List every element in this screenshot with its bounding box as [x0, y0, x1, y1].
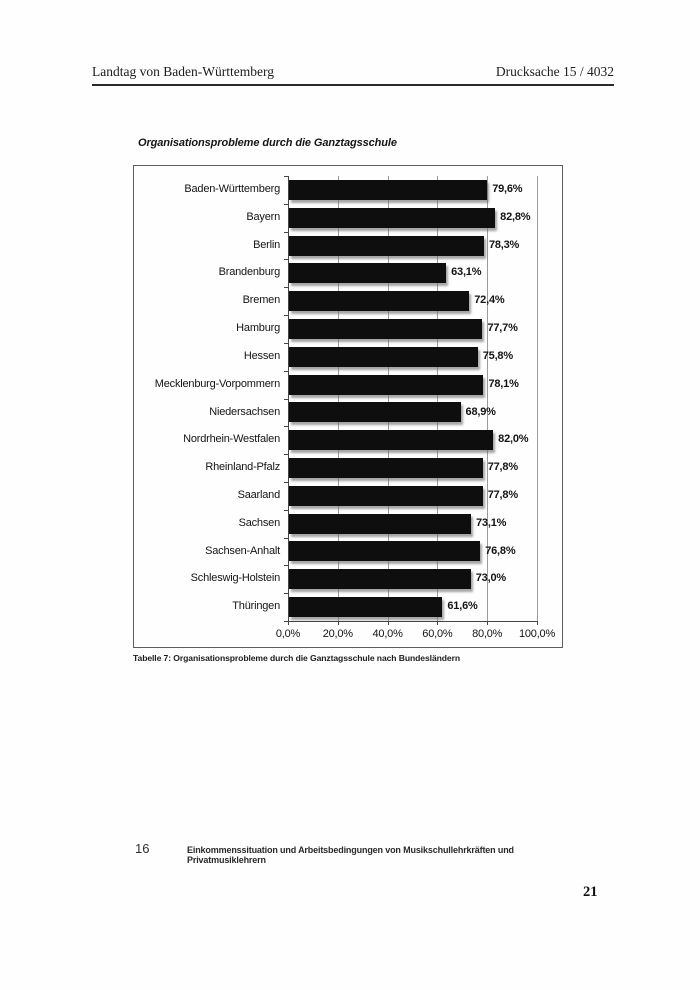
bar: [289, 402, 461, 422]
value-label: 82,8%: [500, 210, 531, 223]
y-axis-tick: [284, 565, 288, 566]
footnote-number: 16: [135, 841, 150, 856]
y-axis-tick: [284, 482, 288, 483]
y-axis-tick: [284, 176, 288, 177]
header-left-text: Landtag von Baden-Württemberg: [92, 64, 274, 79]
x-tick-label: 80,0%: [472, 628, 503, 640]
category-label: Schleswig-Holstein: [190, 572, 280, 585]
category-label: Nordrhein-Westfalen: [183, 433, 280, 446]
bar: [289, 347, 478, 367]
y-axis-tick: [284, 426, 288, 427]
category-label: Hamburg: [236, 322, 280, 335]
y-axis-tick: [284, 371, 288, 372]
bar: [289, 319, 482, 339]
bar: [289, 597, 442, 617]
category-label: Brandenburg: [218, 266, 280, 279]
value-label: 77,8%: [487, 461, 518, 474]
chart-frame: [133, 165, 563, 648]
x-axis-tick: [388, 621, 389, 625]
chart-caption: Tabelle 7: Organisationsprobleme durch die Ganztagsschule nach Bundesländern: [133, 653, 460, 663]
x-axis-line: [288, 621, 538, 622]
category-label: Bayern: [246, 210, 280, 223]
category-label: Berlin: [253, 238, 280, 251]
x-axis-tick: [288, 621, 289, 625]
category-label: Bremen: [242, 294, 280, 307]
value-label: 75,8%: [482, 349, 513, 362]
x-axis-tick: [437, 621, 438, 625]
y-axis-tick: [284, 593, 288, 594]
y-axis-tick: [284, 315, 288, 316]
bar: [289, 180, 487, 200]
category-label: Baden-Württemberg: [184, 183, 280, 195]
y-axis-tick: [284, 538, 288, 539]
x-tick-label: 0,0%: [275, 628, 301, 640]
value-label: 61,6%: [447, 600, 478, 613]
category-label: Rheinland-Pfalz: [205, 461, 280, 474]
bar: [289, 375, 483, 395]
y-axis-tick: [284, 454, 288, 455]
value-label: 77,7%: [487, 322, 518, 335]
bar: [289, 569, 471, 589]
bar: [289, 486, 483, 506]
bar: [289, 458, 483, 478]
x-axis-tick: [338, 621, 339, 625]
y-axis-tick: [284, 399, 288, 400]
x-tick-label: 60,0%: [422, 628, 453, 640]
value-label: 68,9%: [465, 405, 496, 418]
x-tick-label: 100,0%: [518, 628, 556, 640]
value-label: 73,0%: [475, 572, 506, 585]
category-label: Sachsen: [238, 516, 280, 529]
x-tick-label: 40,0%: [372, 628, 403, 640]
chart-plot: [134, 166, 562, 647]
value-label: 63,1%: [451, 266, 482, 279]
bar: [289, 541, 480, 561]
bar: [289, 291, 469, 311]
value-label: 73,1%: [476, 516, 507, 529]
category-label: Saarland: [237, 488, 280, 501]
bar: [289, 236, 484, 256]
x-axis-tick: [487, 621, 488, 625]
x-tick-label: 20,0%: [322, 628, 353, 640]
category-label: Thüringen: [232, 600, 280, 613]
x-axis-tick: [537, 621, 538, 625]
category-label: Niedersachsen: [209, 405, 280, 418]
bar: [289, 430, 493, 450]
gridline: [537, 176, 538, 621]
value-label: 72,4%: [474, 294, 505, 307]
bar: [289, 514, 471, 534]
header-right-text: Drucksache 15 / 4032: [495, 64, 614, 79]
y-axis-tick: [284, 287, 288, 288]
y-axis-tick: [284, 510, 288, 511]
bar: [289, 208, 495, 228]
category-label: Sachsen-Anhalt: [205, 544, 280, 557]
value-label: 77,8%: [487, 488, 518, 501]
value-label: 78,1%: [488, 377, 519, 390]
value-label: 79,6%: [492, 183, 523, 195]
chart-title: Organisationsprobleme durch die Ganztagsschule: [138, 137, 397, 149]
footnote-text: Einkommenssituation und Arbeitsbedingungen von Musikschullehrkräften und Privatmusiklehrern: [187, 845, 514, 865]
value-label: 76,8%: [485, 544, 516, 557]
value-label: 78,3%: [488, 238, 520, 251]
y-axis-tick: [284, 204, 288, 205]
value-label: 82,0%: [498, 433, 529, 446]
y-axis-tick: [284, 343, 288, 344]
bar: [289, 263, 446, 283]
category-label: Mecklenburg-Vorpommern: [154, 377, 280, 390]
y-axis-tick: [284, 232, 288, 233]
category-label: Hessen: [243, 349, 280, 362]
page-header: [92, 64, 614, 86]
y-axis-tick: [284, 259, 288, 260]
page-number: 21: [583, 884, 598, 900]
